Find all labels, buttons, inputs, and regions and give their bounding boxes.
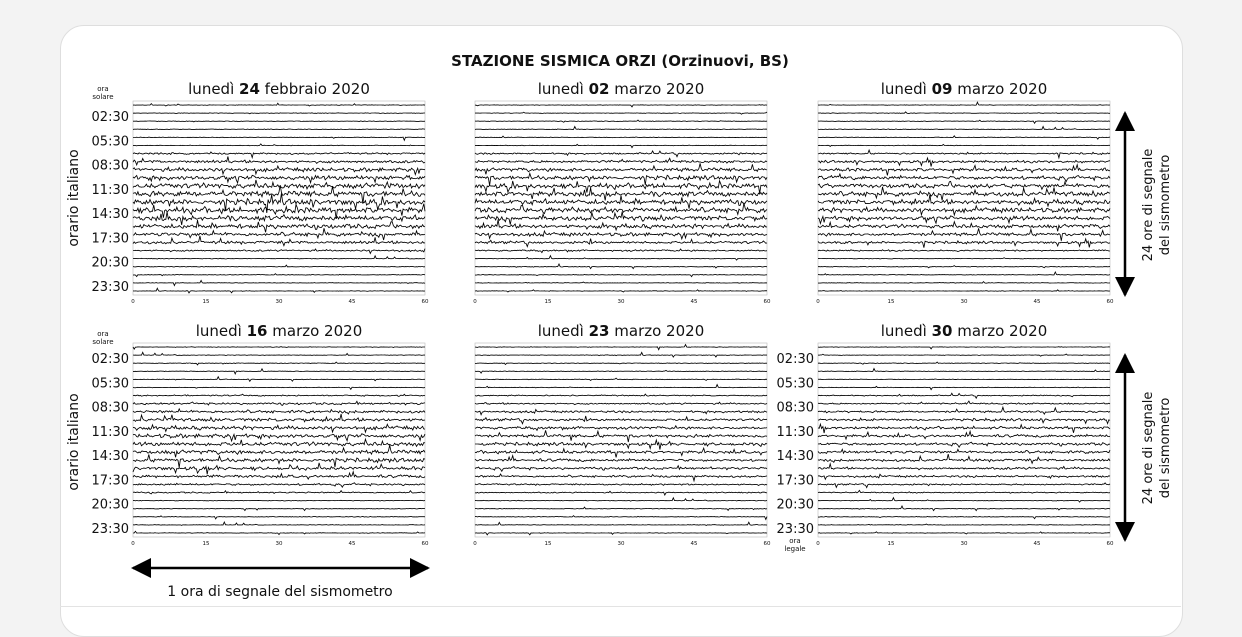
seismic-trace (818, 206, 1110, 215)
seismic-trace (475, 249, 767, 253)
seismic-trace (818, 144, 1110, 146)
y-tick-label: 11:30 (91, 182, 129, 198)
x-tick-label: 60 (763, 541, 771, 547)
panel-title-2: lunedì 02 marzo 2020 (537, 80, 705, 98)
seismic-trace (133, 166, 425, 175)
legal-time-label-line1: ora (789, 537, 801, 545)
seismic-trace (818, 165, 1110, 176)
seismic-trace (475, 173, 767, 185)
y-tick-label: 05:30 (91, 376, 129, 392)
seismic-trace (133, 152, 425, 158)
seismic-trace (133, 508, 425, 510)
seismic-trace (475, 188, 767, 201)
seismogram-panel-6 (777, 322, 1114, 547)
y-tick-label: 02:30 (91, 352, 129, 368)
seismic-trace (133, 439, 425, 446)
seismic-trace (133, 347, 425, 349)
seismic-trace (133, 522, 425, 525)
seismic-trace (133, 455, 425, 468)
seismic-trace (818, 150, 1110, 158)
seismic-trace (818, 272, 1110, 275)
seismic-trace (818, 362, 1110, 364)
seismic-trace (818, 449, 1110, 454)
seismic-trace (475, 516, 767, 520)
seismic-trace (133, 137, 425, 140)
seismic-trace (818, 369, 1110, 372)
seismic-trace (818, 418, 1110, 424)
x-tick-label: 15 (887, 541, 895, 547)
seismic-trace (818, 424, 1110, 433)
seismic-trace (133, 204, 425, 219)
seismic-trace (475, 144, 767, 147)
seismic-trace (818, 112, 1110, 114)
panel-frame-6 (818, 343, 1110, 537)
x-tick-label: 0 (473, 541, 477, 547)
seismic-trace (475, 466, 767, 472)
seismic-trace (133, 157, 425, 165)
seismic-trace (475, 212, 767, 225)
panel-frame-5 (475, 343, 767, 537)
solar-time-label-line1-top: ora (97, 85, 109, 93)
seismic-trace (818, 506, 1110, 511)
legal-time-label-line2: legale (784, 545, 806, 553)
seismic-trace (133, 352, 425, 355)
seismic-trace (133, 500, 425, 501)
seismic-trace (818, 127, 1110, 130)
x-tick-label: 30 (617, 299, 625, 305)
y-span-label-bottom-line1: 24 ore di segnale (1141, 391, 1156, 505)
seismic-trace (818, 442, 1110, 447)
x-tick-label: 45 (690, 541, 698, 547)
y-tick-label: 02:30 (776, 352, 814, 368)
seismic-trace (818, 386, 1110, 389)
seismic-trace (475, 163, 767, 174)
seismic-trace (818, 136, 1110, 139)
seismogram-panel-5 (473, 322, 771, 547)
seismic-trace (818, 258, 1110, 259)
seismic-trace (475, 158, 767, 163)
x-tick-label: 0 (473, 299, 477, 305)
y-tick-label: 14:30 (776, 449, 814, 465)
seismic-trace (818, 454, 1110, 463)
seismic-trace (475, 410, 767, 415)
seismic-trace (475, 484, 767, 486)
seismic-trace (818, 347, 1110, 349)
x-tick-label: 60 (1106, 541, 1114, 547)
seismic-trace (133, 220, 425, 232)
seismic-trace (475, 378, 767, 380)
seismic-trace (133, 288, 425, 293)
panel-frame-3 (818, 101, 1110, 295)
seismogram-panel-1 (92, 80, 429, 305)
seismic-trace (475, 498, 767, 501)
seismic-trace (818, 174, 1110, 182)
y-axis-label-bottom: orario italiano (66, 393, 82, 491)
seismic-trace (133, 531, 425, 534)
y-tick-label: 05:30 (91, 134, 129, 150)
seismic-trace (133, 175, 425, 183)
x-tick-label: 15 (544, 541, 552, 547)
seismic-trace (475, 231, 767, 239)
x-tick-label: 15 (202, 541, 210, 547)
y-tick-label: 08:30 (776, 400, 814, 416)
seismic-trace (475, 203, 767, 215)
seismic-trace (133, 491, 425, 494)
seismic-trace (818, 290, 1110, 291)
seismic-trace (475, 120, 767, 122)
seismogram-panel-2 (473, 80, 771, 305)
seismic-trace (475, 151, 767, 157)
x-tick-label: 0 (816, 299, 820, 305)
y-tick-label: 17:30 (91, 231, 129, 247)
seismic-trace (133, 228, 425, 240)
solar-time-label-line2-top: solare (92, 93, 114, 101)
x-tick-label: 60 (1106, 299, 1114, 305)
seismic-trace (475, 282, 767, 283)
seismogram-panel-3 (816, 80, 1114, 305)
y-tick-label: 20:30 (91, 255, 129, 271)
seismic-trace (818, 498, 1110, 502)
panel-title-4: lunedì 16 marzo 2020 (195, 322, 363, 340)
seismic-trace (475, 195, 767, 208)
seismic-trace (133, 121, 425, 122)
seismic-trace (818, 474, 1110, 479)
seismic-trace (475, 105, 767, 107)
seismic-trace (818, 483, 1110, 488)
seismic-trace (475, 456, 767, 462)
seismic-trace (818, 354, 1110, 356)
seismic-trace (818, 228, 1110, 240)
x-tick-label: 15 (544, 299, 552, 305)
x-tick-label: 60 (421, 299, 429, 305)
seismogram-panel-4 (92, 322, 429, 547)
seismic-trace (475, 416, 767, 424)
y-tick-label: 05:30 (776, 376, 814, 392)
x-tick-label: 30 (960, 541, 968, 547)
seismic-trace (133, 265, 425, 267)
seismic-trace (133, 236, 425, 246)
seismic-trace (133, 424, 425, 432)
seismic-trace (818, 532, 1110, 534)
seismic-trace (133, 401, 425, 405)
y-tick-label: 23:30 (91, 279, 129, 295)
seismic-trace (133, 249, 425, 254)
seismic-trace (133, 129, 425, 130)
x-tick-label: 15 (202, 299, 210, 305)
seismic-trace (818, 464, 1110, 470)
seismic-trace (133, 362, 425, 365)
panel-frame-1 (133, 101, 425, 295)
seismic-trace (133, 377, 425, 382)
y-tick-label: 11:30 (776, 424, 814, 440)
seismic-trace (133, 409, 425, 414)
panel-title-6: lunedì 30 marzo 2020 (880, 322, 1048, 340)
x-tick-label: 45 (1033, 299, 1041, 305)
seismic-trace (475, 220, 767, 230)
seismic-trace (475, 290, 767, 292)
solar-time-label-line2-bottom: solare (92, 338, 114, 346)
y-span-label-top-line2: del sismometro (1158, 154, 1173, 256)
seismic-trace (475, 181, 767, 194)
seismic-trace (475, 533, 767, 535)
seismic-trace (475, 522, 767, 525)
seismic-trace (818, 216, 1110, 224)
seismic-trace (818, 401, 1110, 404)
y-tick-label: 08:30 (91, 158, 129, 174)
seismic-trace (133, 280, 425, 285)
y-tick-label: 20:30 (776, 497, 814, 513)
seismic-trace (475, 507, 767, 510)
seismic-trace (818, 250, 1110, 252)
y-tick-label: 11:30 (91, 424, 129, 440)
seismic-trace (133, 369, 425, 374)
seismic-trace (133, 256, 425, 259)
x-tick-label: 0 (131, 299, 135, 305)
seismic-trace (475, 402, 767, 404)
x-tick-label: 60 (763, 299, 771, 305)
seismic-trace (818, 102, 1110, 105)
seismic-trace (818, 393, 1110, 398)
x-tick-label: 30 (960, 299, 968, 305)
y-tick-label: 17:30 (776, 473, 814, 489)
seismic-trace (818, 431, 1110, 439)
seismic-trace (133, 445, 425, 457)
seismic-trace (133, 113, 425, 114)
y-tick-label: 23:30 (776, 521, 814, 537)
figure-title: STAZIONE SISMICA ORZI (Orzinuovi, BS) (451, 52, 789, 70)
seismic-trace (475, 239, 767, 247)
seismic-trace (818, 239, 1110, 248)
seismic-trace (133, 394, 425, 396)
seismic-trace (133, 434, 425, 441)
seismic-trace (475, 363, 767, 365)
seismic-trace (818, 517, 1110, 519)
seismic-trace (133, 387, 425, 389)
seismic-trace (818, 490, 1110, 493)
seismic-trace (475, 264, 767, 269)
x-tick-label: 45 (348, 541, 356, 547)
seismic-trace (475, 275, 767, 277)
seismic-trace (475, 448, 767, 457)
seismic-trace (818, 181, 1110, 189)
x-tick-label: 0 (131, 541, 135, 547)
y-tick-label: 14:30 (91, 207, 129, 223)
solar-time-label-line1-bottom: ora (97, 330, 109, 338)
seismic-trace (818, 187, 1110, 200)
seismic-trace (475, 136, 767, 138)
seismic-trace (475, 474, 767, 481)
seismic-trace (818, 407, 1110, 414)
seismic-trace (475, 394, 767, 396)
seismic-trace (475, 256, 767, 260)
y-tick-label: 08:30 (91, 400, 129, 416)
seismic-trace (475, 345, 767, 350)
x-tick-label: 15 (887, 299, 895, 305)
x-span-label: 1 ora di segnale del sismometro (167, 584, 393, 600)
seismic-trace (818, 222, 1110, 232)
y-span-label-top-line1: 24 ore di segnale (1141, 148, 1156, 262)
seismic-trace (818, 282, 1110, 284)
seismic-trace (475, 430, 767, 442)
seismic-trace (475, 370, 767, 373)
x-tick-label: 30 (275, 541, 283, 547)
y-tick-label: 20:30 (91, 497, 129, 513)
seismic-trace (475, 112, 767, 114)
seismic-trace (133, 103, 425, 106)
seismic-trace (818, 524, 1110, 525)
seismic-trace (133, 414, 425, 422)
seismic-trace (133, 144, 425, 146)
y-tick-label: 14:30 (91, 449, 129, 465)
seismic-trace (133, 180, 425, 189)
panels-group (92, 80, 1114, 547)
seismic-trace (133, 516, 425, 519)
x-tick-label: 45 (348, 299, 356, 305)
seismic-trace (133, 483, 425, 487)
x-tick-label: 45 (690, 299, 698, 305)
seismic-trace (133, 472, 425, 479)
seismic-trace (475, 385, 767, 388)
seismic-trace (133, 274, 425, 277)
y-tick-label: 17:30 (91, 473, 129, 489)
seismic-trace (475, 352, 767, 357)
seismic-trace (818, 266, 1110, 268)
x-tick-label: 30 (617, 541, 625, 547)
seismic-trace (475, 491, 767, 495)
y-tick-label: 23:30 (91, 521, 129, 537)
seismic-trace (475, 426, 767, 431)
seismic-trace (818, 158, 1110, 167)
seismic-trace (475, 440, 767, 450)
seismic-trace (133, 212, 425, 225)
x-tick-label: 0 (816, 541, 820, 547)
y-span-label-bottom-line2: del sismometro (1158, 397, 1173, 499)
seismic-trace (818, 379, 1110, 380)
seismic-trace (475, 127, 767, 130)
panel-title-3: lunedì 09 marzo 2020 (880, 80, 1048, 98)
panel-title-5: lunedì 23 marzo 2020 (537, 322, 705, 340)
x-tick-label: 60 (421, 541, 429, 547)
x-tick-label: 30 (275, 299, 283, 305)
y-tick-label: 02:30 (91, 110, 129, 126)
seismic-trace (818, 120, 1110, 123)
panel-title-1: lunedì 24 febbraio 2020 (188, 80, 370, 98)
x-tick-label: 45 (1033, 541, 1041, 547)
panel-frame-4 (133, 343, 425, 537)
y-axis-label-top: orario italiano (66, 149, 82, 247)
